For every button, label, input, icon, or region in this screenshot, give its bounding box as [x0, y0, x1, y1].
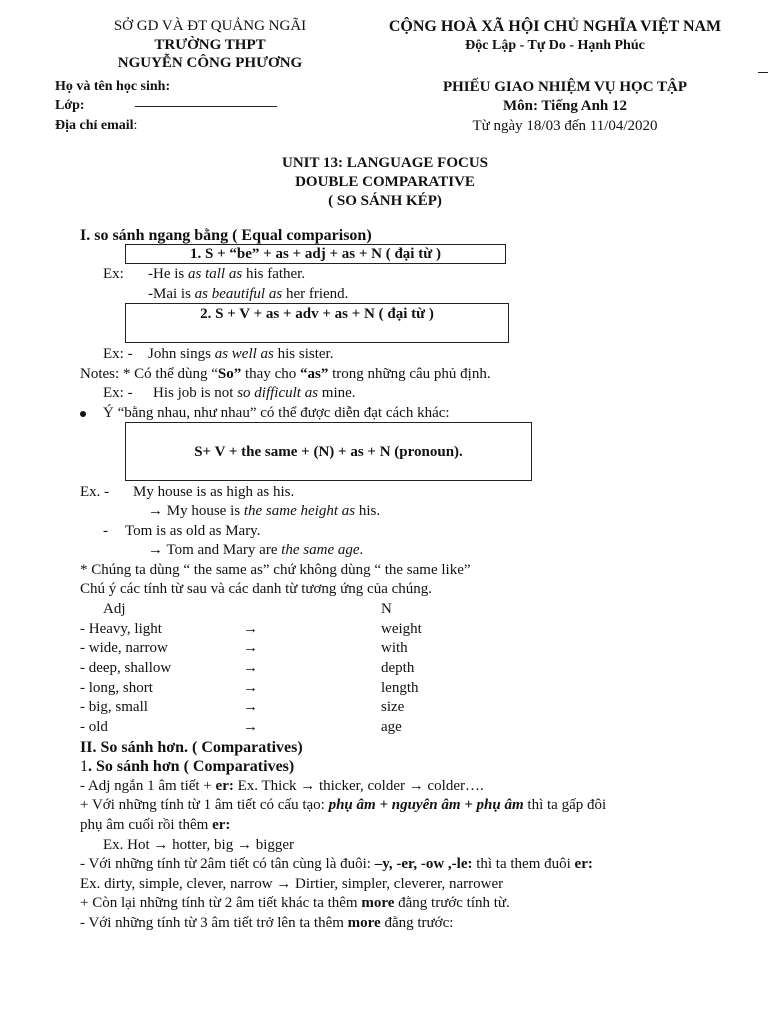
rule-cvc: + Với những tính từ 1 âm tiết có cấu tạo: phụ âm + nguyên âm + phụ âm thì ta gấp đôi	[80, 797, 607, 813]
assignment-dates: Từ ngày 18/03 đến 11/04/2020	[472, 118, 658, 134]
example-4: My house is as high as his.	[133, 484, 295, 500]
adj-row-adj: - wide, narrow	[80, 640, 168, 656]
dept-name: SỞ GD VÀ ĐT QUẢNG NGÃI	[113, 18, 307, 34]
rule-cvc-example: Ex. Hot → hotter, big → bigger	[103, 837, 295, 853]
example-5: Tom is as old as Mary.	[125, 523, 261, 539]
adj-row-noun: age	[381, 719, 402, 735]
adj-row-noun: length	[381, 680, 419, 696]
formula1: 1. S + “be” + as + adj + as + N ( đại từ )	[190, 246, 441, 262]
email-label: Địa chỉ email	[55, 118, 134, 133]
adj-row-adj: - big, small	[80, 699, 148, 715]
adj-row-noun: size	[381, 699, 405, 715]
adj-row-arrow: →	[243, 680, 258, 696]
ex3-label: Ex: -	[103, 385, 133, 401]
assignment-subject: Môn: Tiếng Anh 12	[502, 98, 628, 114]
rule-two-syllable-example: Ex. dirty, simple, clever, narrow → Dirtier, simpler, cleverer, narrower	[80, 876, 504, 892]
adj-row-arrow: →	[243, 640, 258, 656]
margin-mark	[758, 72, 768, 73]
student-name-label: Họ và tên học sinh:	[55, 79, 171, 94]
bullet-text: Ý “bằng nhau, như nhau” có thể được diễn đạt cách khác:	[103, 405, 450, 421]
country-name: CỘNG HOÀ XÃ HỘI CHỦ NGHĨA VIỆT NAM	[388, 18, 722, 35]
adj-row-noun: weight	[381, 621, 422, 637]
adj-row-arrow: →	[243, 660, 258, 676]
adj-row-noun: with	[381, 640, 408, 656]
school-line1: TRƯỜNG THPT	[154, 37, 266, 53]
section1-heading: I. so sánh ngang bằng ( Equal comparison)	[80, 227, 372, 244]
adj-row-noun: depth	[381, 660, 415, 676]
unit-topic: DOUBLE COMPARATIVE	[295, 174, 475, 190]
class-blank-line	[135, 106, 277, 107]
adj-row-adj: - Heavy, light	[80, 621, 162, 637]
ex2-label: Ex: -	[103, 346, 133, 362]
rule-three-syllable: - Với những tính từ 3 âm tiết trở lên ta thêm more đằng trước:	[80, 915, 454, 931]
assignment-title: PHIẾU GIAO NHIỆM VỤ HỌC TẬP	[442, 79, 688, 95]
rule-short-adj: - Adj ngắn 1 âm tiết + er: Ex. Thick → thicker, colder → colder….	[80, 778, 484, 794]
adj-row-arrow: →	[243, 621, 258, 637]
unit-topic-vi: ( SO SÁNH KÉP)	[328, 193, 442, 209]
bullet-dot	[80, 411, 86, 417]
example-5b: → Tom and Mary are the same age.	[148, 542, 364, 558]
noun-column-header: N	[381, 601, 392, 617]
school-line2: NGUYỄN CÔNG PHƯƠNG	[117, 55, 303, 71]
national-motto: Độc Lập - Tự Do - Hạnh Phúc	[465, 38, 645, 53]
rule-two-syllable: - Với những tính từ 2âm tiết có tân cùng là đuôi: –y, -er, -ow ,-le: thì ta them đuôi er:	[80, 856, 593, 872]
note-adj-nouns: Chú ý các tính từ sau và các danh từ tương ứng của chúng.	[80, 581, 433, 597]
adj-row-adj: - deep, shallow	[80, 660, 172, 676]
example-4b: → My house is the same height as his.	[148, 503, 381, 519]
formula2: 2. S + V + as + adv + as + N ( đại từ )	[200, 306, 434, 322]
ex4-label: Ex. -	[80, 484, 110, 500]
formula3: S+ V + the same + (N) + as + N (pronoun).	[194, 444, 463, 460]
email-label-row	[55, 118, 137, 134]
rule-cvc-cont: phụ âm cuối rồi thêm er:	[80, 817, 231, 833]
unit-title: UNIT 13: LANGUAGE FOCUS	[282, 155, 488, 171]
adj-column-header: Adj	[103, 601, 126, 617]
example-1b: -Mai is as beautiful as her friend.	[148, 286, 349, 302]
example-1a: -He is as tall as his father.	[148, 266, 306, 282]
ex5-dash: -	[103, 523, 108, 539]
adj-row-adj: - old	[80, 719, 108, 735]
notes-so: Notes: * Có thể dùng “So” thay cho “as” trong những câu phủ định.	[80, 366, 491, 382]
rule-other-two-syllable: + Còn lại những tính từ 2 âm tiết khác ta thêm more đằng trước tính từ.	[80, 895, 510, 911]
example-3: His job is not so difficult as mine.	[153, 385, 356, 401]
adj-row-arrow: →	[243, 699, 258, 715]
section2-subheading: 1. So sánh hơn ( Comparatives)	[80, 758, 295, 775]
example-2: John sings as well as his sister.	[148, 346, 334, 362]
class-label: Lớp:	[55, 98, 85, 113]
ex1-label: Ex:	[103, 266, 124, 282]
section2-heading: II. So sánh hơn. ( Comparatives)	[80, 739, 303, 756]
adj-row-arrow: →	[243, 719, 258, 735]
note-same-as: * Chúng ta dùng “ the same as” chứ không dùng “ the same like”	[80, 562, 471, 578]
email-colon: :	[133, 118, 138, 133]
adj-row-adj: - long, short	[80, 680, 153, 696]
